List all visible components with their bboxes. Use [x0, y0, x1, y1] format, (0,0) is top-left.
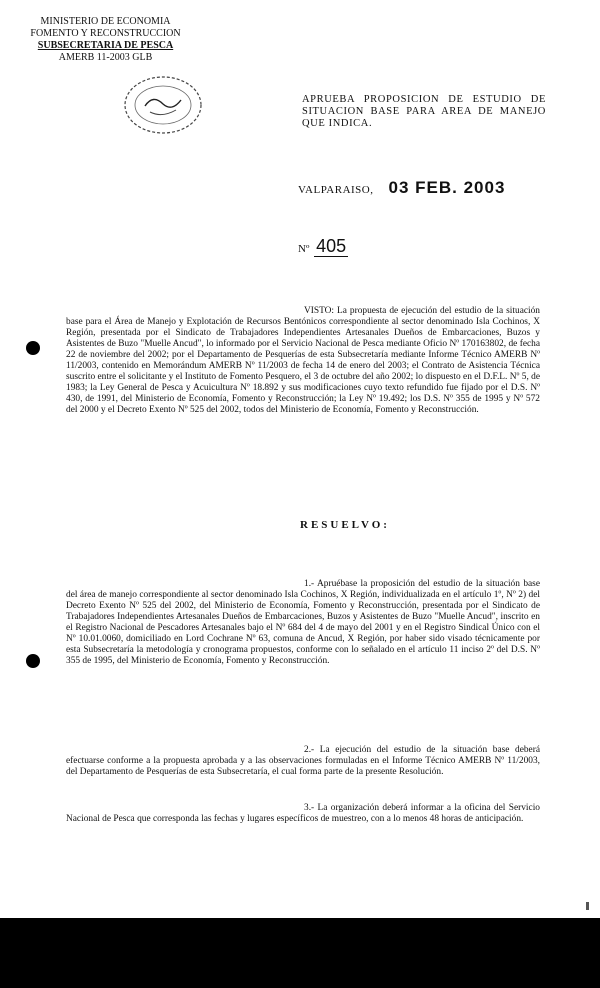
resuelvo-heading: RESUELVO: [300, 519, 390, 531]
resolution-item-2: 2.- La ejecución del estudio de la situación base deberá efectuarse conforme a la propuesta aprobada y a las observaciones formuladas en el Informe Técnico AMERB Nº 11/2003, del Departamento de Pesquerías de esta Subsecretaría, el cual forma parte de la presente Resolución. [66, 745, 540, 777]
visto-paragraph: VISTO: La propuesta de ejecución del estudio de la situación base para el Área de Manejo y Explotación de Recursos Bentónicos correspondiente al sector denominado Isla Cochinos, X Región, presentada por el Sindicato de Trabajadores Independientes Artesanales Dueños de Embarcaciones, Buzos y Asistentes de Buzo "Muelle Ancud", lo informado por el Servicio Nacional de Pesca mediante Oficio Nº 170163802, de fecha 22 de noviembre del 2002; por el Departamento de Pesquerías de esta Subsecretaría mediante Informe Técnico AMERB Nº 11/2003, contenido en Memorándum AMERB Nº 11/2003 de fecha 14 de enero del 2003; el Contrato de Asistencia Técnica suscrito entre el solicitante y el Instituto de Fomento Pesquero, el 3 de octubre del año 2002; lo dispuesto en el D.F.L. Nº 5, de 1983; la Ley General de Pesca y Acuicultura Nº 18.892 y sus modificaciones cuyo texto refundido fue fijado por el D.S. Nº 430, de 1991, del Ministerio de Economía, Fomento y Reconstrucción; la Ley Nº 19.492; los D.S. Nº 355 de 1995 y Nº 572 del 2000 y el Decreto Exento Nº 525 del 2002, todos del Ministerio de Economía, Fomento y Reconstrucción. [66, 306, 540, 415]
punch-hole-icon [26, 341, 40, 355]
resolution-item-1: 1.- Apruébase la proposición del estudio de la situación base del área de manejo correspondiente al sector denominado Isla Cochinos, X Región, individualizada en el artículo 1º, Nº 2) del Decreto Exento Nº 525 del 2002, del Ministerio de Economía, Fomento y Reconstrucción, presentada por el Sindicato de Trabajadores Independientes Artesanales Dueños de Embarcaciones, Buzos y Asistentes de Buzo "Muelle Ancud", inscrito en el Registro Nacional de Pescadores Artesanales bajo el Nº 684 del 4 de mayo del 2001 y en el Registro Sindical Único con el Nº 10.01.0060, domiciliado en Lord Cochrane Nº 63, comuna de Ancud, X Región, por haber sido visado técnicamente por esta Subsecretaría la metodología y cronograma propuestos, conforme con lo señalado en el artículo 11 inciso 2º del D.S. Nº 355 de 1995, del Ministerio de Economía, Fomento y Reconstrucción. [66, 579, 540, 666]
number-label: Nº [298, 243, 310, 255]
date-stamp: 03 FEB. 2003 [388, 178, 506, 197]
reference-code: AMERB 11-2003 GLB [58, 52, 153, 63]
official-seal-stamp [120, 72, 206, 138]
place-label: VALPARAISO, [298, 184, 374, 196]
ministry-line-2: FOMENTO Y RECONSTRUCCION [30, 28, 181, 39]
number-value: 405 [316, 236, 347, 256]
subsecretaria-line: SUBSECRETARIA DE PESCA [37, 40, 174, 51]
resolution-number [298, 236, 348, 257]
letterhead [18, 16, 193, 64]
ministry-line: MINISTERIO DE ECONOMIA [40, 16, 171, 27]
punch-hole-icon [26, 654, 40, 668]
subject-line: APRUEBA PROPOSICION DE ESTUDIO DE SITUACION BASE PARA AREA DE MANEJO QUE INDICA. [302, 94, 546, 129]
scan-mark [586, 902, 589, 910]
resolution-item-3: 3.- La organización deberá informar a la oficina del Servicio Nacional de Pesca que corresponda las fechas y lugares específicos de muestreo, con a lo menos 48 horas de anticipación. [66, 803, 540, 824]
place-date [298, 178, 505, 198]
